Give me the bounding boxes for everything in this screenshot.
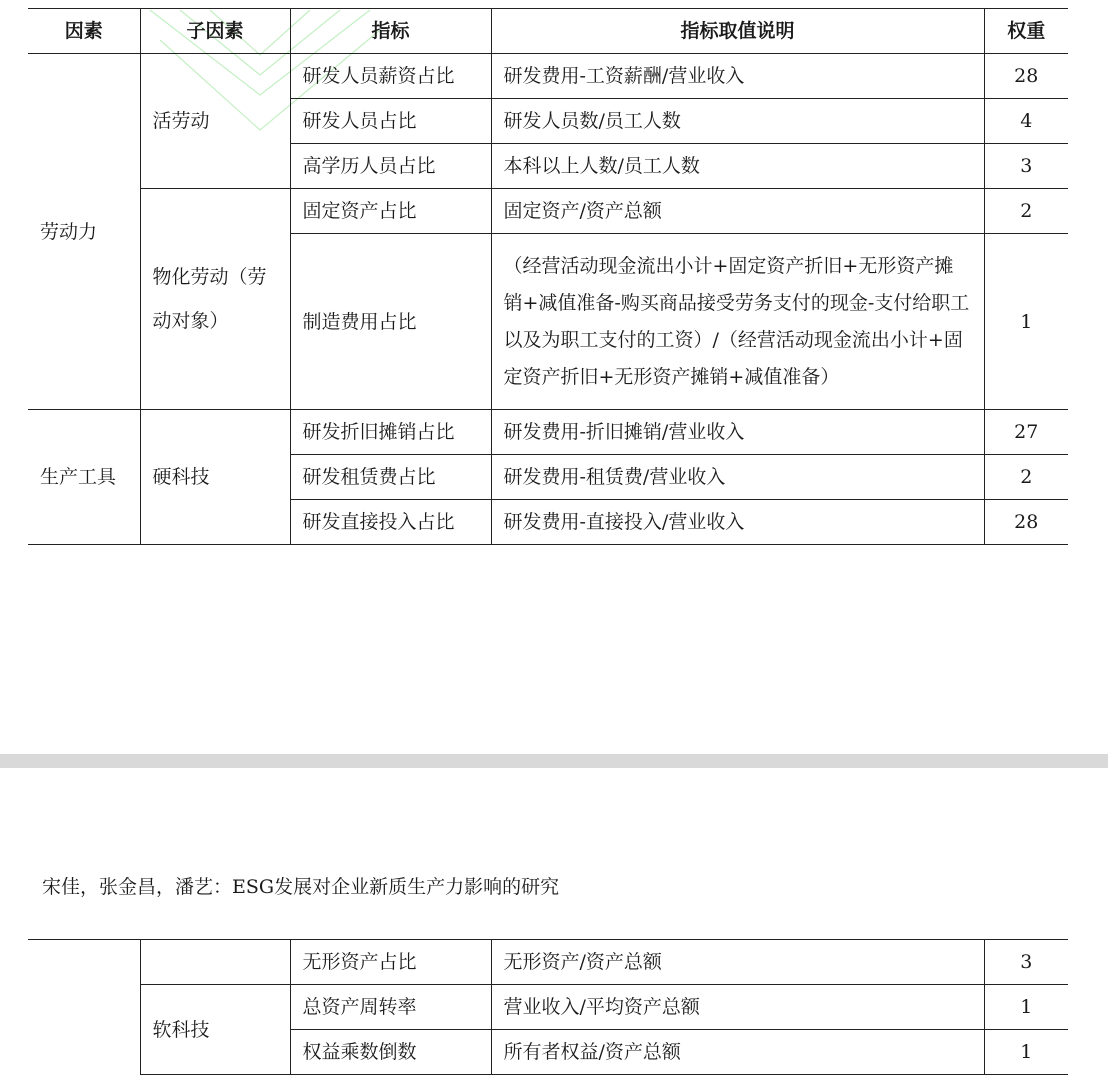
weight-cell: 27	[984, 410, 1068, 455]
weight-cell: 2	[984, 455, 1068, 500]
weight-cell: 3	[984, 144, 1068, 189]
description-cell: 研发费用-租赁费/营业收入	[491, 455, 984, 500]
table-header-row	[28, 9, 1068, 54]
indicator-cell: 研发直接投入占比	[290, 500, 491, 545]
description-cell: （经营活动现金流出小计+固定资产折旧+无形资产摊销+减值准备-购买商品接受劳务支付的现金-支付给职工以及为职工支付的工资）/（经营活动现金流出小计+固定资产折旧+无形资产摊销+减值准备）	[491, 234, 984, 410]
weight-cell: 2	[984, 189, 1068, 234]
description-cell: 所有者权益/资产总额	[491, 1030, 984, 1075]
weight-cell: 4	[984, 99, 1068, 144]
header-subfactor: 子因素	[140, 9, 290, 54]
factor-cell: 劳动力	[28, 54, 140, 410]
indicator-cell: 总资产周转率	[290, 985, 491, 1030]
description-cell: 固定资产/资产总额	[491, 189, 984, 234]
description-cell: 本科以上人数/员工人数	[491, 144, 984, 189]
description-cell: 无形资产/资产总额	[491, 940, 984, 985]
weight-cell: 1	[984, 1030, 1068, 1075]
indicator-cell: 固定资产占比	[290, 189, 491, 234]
table-row	[28, 54, 1068, 99]
page-bottom	[0, 768, 1108, 1080]
indicator-cell: 权益乘数倒数	[290, 1030, 491, 1075]
indicator-table-top	[28, 8, 1068, 545]
table-row	[28, 940, 1068, 985]
factor-cell	[28, 940, 140, 1075]
table-row	[28, 985, 1068, 1030]
description-cell: 研发费用-直接投入/营业收入	[491, 500, 984, 545]
indicator-cell: 研发人员占比	[290, 99, 491, 144]
description-cell: 研发人员数/员工人数	[491, 99, 984, 144]
weight-cell: 28	[984, 54, 1068, 99]
running-header: 宋佳，张金昌，潘艺：ESG发展对企业新质生产力影响的研究	[42, 876, 560, 898]
subfactor-cell: 物化劳动（劳动对象）	[140, 189, 290, 410]
indicator-cell: 无形资产占比	[290, 940, 491, 985]
subfactor-cell: 软科技	[140, 985, 290, 1075]
weight-cell: 1	[984, 985, 1068, 1030]
table-row	[28, 410, 1068, 455]
description-cell: 研发费用-工资薪酬/营业收入	[491, 54, 984, 99]
subfactor-cell: 活劳动	[140, 54, 290, 189]
subfactor-cell	[140, 940, 290, 985]
factor-cell: 生产工具	[28, 410, 140, 545]
page-gap	[0, 754, 1108, 768]
table-row	[28, 189, 1068, 234]
header-weight: 权重	[984, 9, 1068, 54]
header-indicator: 指标	[290, 9, 491, 54]
description-cell: 研发费用-折旧摊销/营业收入	[491, 410, 984, 455]
weight-cell: 1	[984, 234, 1068, 410]
header-description: 指标取值说明	[491, 9, 984, 54]
subfactor-cell: 硬科技	[140, 410, 290, 545]
weight-cell: 28	[984, 500, 1068, 545]
indicator-cell: 研发折旧摊销占比	[290, 410, 491, 455]
indicator-cell: 研发人员薪资占比	[290, 54, 491, 99]
weight-cell: 3	[984, 940, 1068, 985]
indicator-cell: 高学历人员占比	[290, 144, 491, 189]
indicator-table-bottom	[28, 939, 1068, 1075]
indicator-cell: 制造费用占比	[290, 234, 491, 410]
description-cell: 营业收入/平均资产总额	[491, 985, 984, 1030]
indicator-cell: 研发租赁费占比	[290, 455, 491, 500]
header-factor: 因素	[28, 9, 140, 54]
